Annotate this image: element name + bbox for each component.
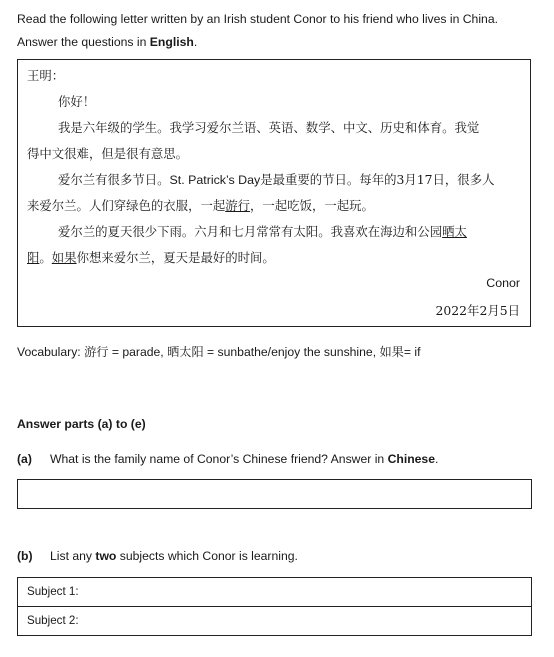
letter-signature: Conor <box>486 276 520 290</box>
question-a-label: (a) <box>17 452 32 466</box>
letter-paragraph-1-line-2: 得中文很难，但是很有意思。 <box>27 146 189 161</box>
letter-salutation: 王明： <box>27 68 65 83</box>
section-heading: Answer parts (a) to (e) <box>17 417 146 431</box>
vocabulary-line: Vocabulary: 游行 = parade, 晒太阳 = sunbathe/enjoy the sunshine, 如果= if <box>17 345 421 359</box>
question-a: (a) What is the family name of Conor’s Chinese friend? Answer in Chinese. <box>17 452 439 466</box>
question-b-label: (b) <box>17 549 33 563</box>
question-b: (b) List any two subjects which Conor is learning. <box>17 549 298 563</box>
instructions <box>17 8 542 54</box>
subject-1-label: Subject 1: <box>27 585 79 598</box>
letter-greeting: 你好！ <box>58 94 96 109</box>
letter-date: 2022年2月5日 <box>435 303 520 318</box>
subject-2-field[interactable] <box>17 606 532 636</box>
subject-1-field[interactable] <box>17 577 532 607</box>
letter-paragraph-3-line-1: 爱尔兰的夏天很少下雨。六月和七月常常有太阳。我喜欢在海边和公园晒太 <box>58 224 467 239</box>
letter-paragraph-3-line-2: 阳。如果你想来爱尔兰，夏天是最好的时间。 <box>27 250 275 265</box>
instruction-line-2: Answer the questions in English. <box>17 35 198 49</box>
underlined-word-sunbathe: 晒太 <box>442 224 467 239</box>
subject-2-label: Subject 2: <box>27 614 79 627</box>
letter-paragraph-1-line-1: 我是六年级的学生。我学习爱尔兰语、英语、数学、中文、历史和体育。我觉 <box>58 120 480 135</box>
festival-name: St. Patrick’s Day <box>169 173 261 187</box>
letter-paragraph-2-line-2: 来爱尔兰。人们穿绿色的衣服，一起游行，一起吃饭，一起玩。 <box>27 198 374 213</box>
letter-paragraph-2-line-1: 爱尔兰有很多节日。St. Patrick’s Day是最重要的节日。每年的3月17日，很多人 <box>58 172 495 187</box>
language-emphasis: English <box>149 35 194 49</box>
underlined-word-parade: 游行 <box>225 198 251 213</box>
instruction-line-1: Read the following letter written by an Irish student Conor to his friend who lives in China. <box>17 12 498 26</box>
letter-box <box>17 59 531 327</box>
answer-a-field[interactable] <box>17 479 532 509</box>
underlined-word-if: 如果 <box>51 250 77 265</box>
